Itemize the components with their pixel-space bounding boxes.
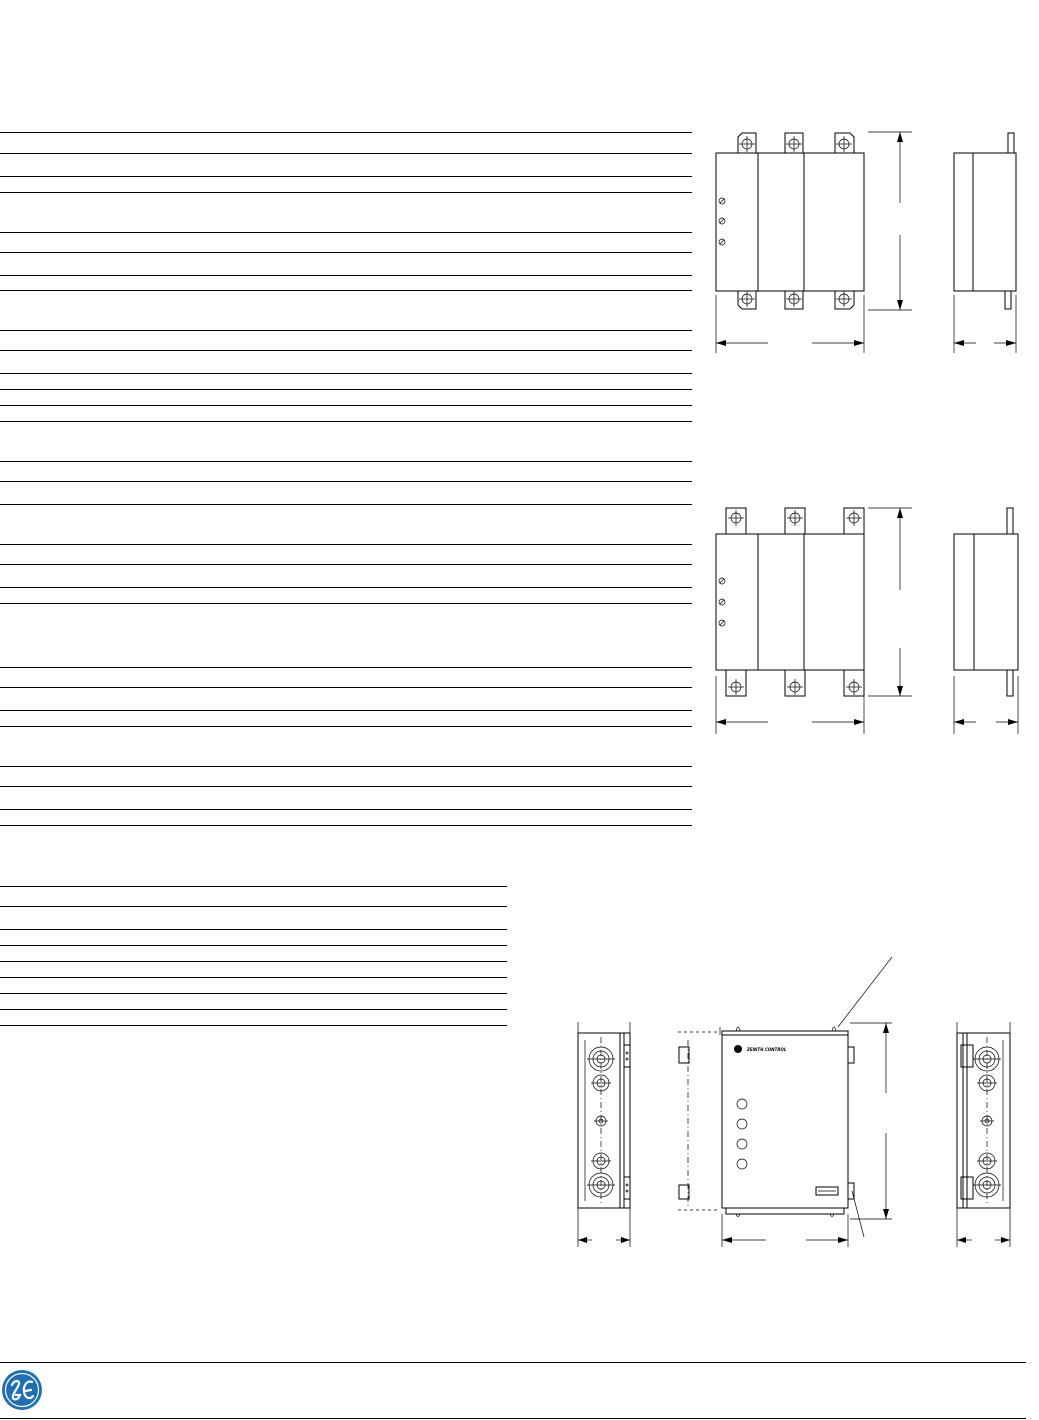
table-rule [0, 544, 692, 545]
top-terminals [726, 508, 864, 534]
height-dimension [868, 132, 912, 310]
footer-rule-bottom [0, 1418, 1026, 1419]
nameplate-text: ZENITH CONTROL [747, 1047, 787, 1052]
contactor-drawing-2 [700, 500, 1035, 740]
table-rule [0, 461, 692, 462]
table-rule [0, 481, 692, 482]
table-rule [0, 330, 692, 331]
table-rule [0, 667, 692, 668]
table-rule [0, 945, 507, 946]
contactor-body [716, 153, 864, 291]
knockout-icons [587, 1047, 615, 1197]
table-rule [0, 232, 692, 233]
bottom-terminals [738, 291, 854, 309]
table-rule [0, 977, 507, 978]
enclosure-door [722, 1035, 848, 1208]
table-rule [0, 929, 507, 930]
table-rule [0, 587, 692, 588]
contactor-body [716, 534, 864, 670]
table-rule [0, 1009, 507, 1010]
table-rule [0, 687, 692, 688]
enclosure-left-view [578, 1022, 630, 1247]
knockout-icons [973, 1047, 1001, 1197]
footer-rule-top [0, 1362, 1026, 1363]
enclosure-front-view [678, 957, 892, 1247]
table-rule [0, 710, 692, 711]
table-rule [0, 132, 692, 133]
table-rule [0, 373, 692, 374]
table-rule [0, 961, 507, 962]
side-view [954, 133, 1016, 353]
table-rule [0, 192, 692, 193]
bottom-terminals [726, 670, 864, 696]
screw-icons [719, 198, 725, 245]
table-rule [0, 405, 692, 406]
side-view [954, 508, 1018, 734]
hinge-icon [848, 1047, 854, 1063]
table-rule [0, 1025, 507, 1026]
screw-icons [719, 578, 725, 626]
table-rule [0, 290, 692, 291]
height-dimension [868, 508, 912, 696]
enclosure-right-view [957, 1022, 1010, 1247]
leader-line [852, 1191, 864, 1237]
table-rule [0, 993, 507, 994]
ge-monogram-logo [0, 1368, 44, 1412]
indicator-light-icons [737, 1099, 747, 1169]
top-terminals [738, 133, 854, 153]
table-rule [0, 504, 692, 505]
table-rule [0, 603, 692, 604]
table-rule [0, 275, 692, 276]
contactor-drawing-1 [700, 125, 1035, 355]
nameplate [734, 1045, 787, 1053]
table-rule [0, 726, 692, 727]
table-rule [0, 153, 692, 154]
table-rule [0, 906, 507, 907]
table-rule [0, 350, 692, 351]
leader-line [838, 957, 892, 1027]
table-rule [0, 176, 692, 177]
table-rule [0, 786, 692, 787]
table-rule [0, 421, 692, 422]
table-rule [0, 389, 692, 390]
table-rule [0, 886, 507, 887]
table-rule [0, 809, 692, 810]
table-rule [0, 564, 692, 565]
enclosure-drawing [570, 955, 1030, 1255]
table-rule [0, 766, 692, 767]
table-rule [0, 252, 692, 253]
table-rule [0, 825, 692, 826]
